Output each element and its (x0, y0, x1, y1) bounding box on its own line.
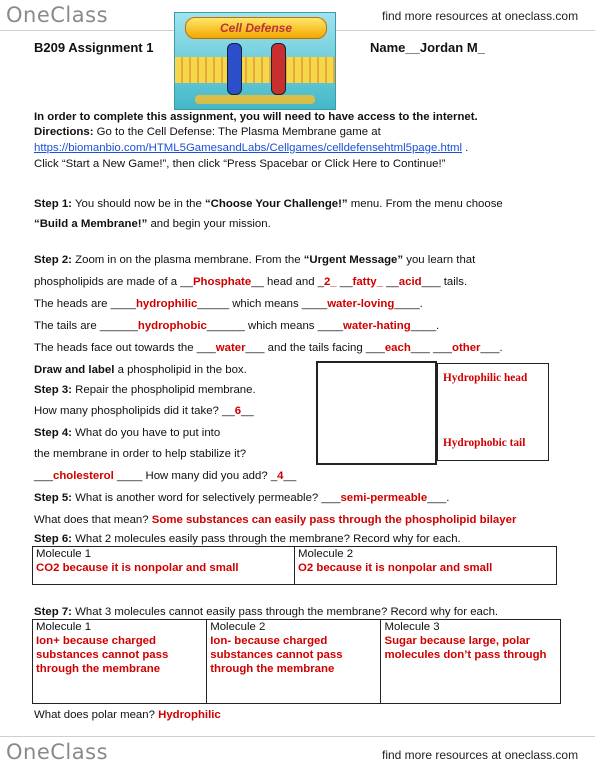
step7-cell-1-line3: through the membrane (36, 663, 161, 675)
step2-l2g: __ (382, 276, 399, 288)
step2-l5a: The heads face out towards the ___ (34, 342, 216, 354)
polar-line (34, 709, 221, 722)
step5-label: Step 5: (34, 492, 72, 504)
step5-text: What is another word for selectively permeable? ___ (71, 492, 341, 504)
find-more-link[interactable]: find more resources at oneclass.com (382, 9, 579, 23)
game-image-title: Cell Defense (185, 17, 327, 39)
step6-line (34, 533, 461, 546)
hydrophilic-head-label: Hydrophilic head (443, 372, 528, 384)
polar-question: What does polar mean? (34, 709, 159, 721)
step2-l3c: _____ which means ____ (197, 298, 328, 310)
step2-line3 (34, 298, 423, 311)
step3-line2 (34, 405, 254, 418)
answer-cholesterol: cholesterol (53, 470, 114, 482)
step7-cell-3 (381, 620, 561, 704)
step6-cell-1-header: Molecule 1 (36, 548, 92, 560)
step7-text: What 3 molecules cannot easily pass through the membrane? Record why for each. (71, 606, 499, 618)
step2-label: Step 2: (34, 254, 72, 266)
step1-option-name: “Build a Membrane!” (34, 218, 148, 230)
step5-line2 (34, 514, 516, 527)
step2-l2a: phospholipids are made of a __ (34, 276, 193, 288)
step6-cell-2-answer: O2 because it is nonpolar and small (298, 562, 493, 574)
game-subtitle-graphic (195, 95, 315, 104)
step7-cell-3-line1: Sugar because large, polar (384, 635, 531, 647)
step2-l4e: ____. (410, 320, 440, 332)
answer-each: each (384, 342, 411, 354)
step3-question: How many phospholipids did it take? __ (34, 405, 235, 417)
answer-other: other (452, 342, 481, 354)
step6-cell-1 (33, 547, 295, 585)
directions-line (34, 126, 381, 139)
membrane-graphic (175, 57, 335, 83)
step1-label: Step 1: (34, 198, 72, 210)
step2-line4 (34, 320, 439, 333)
step6-label: Step 6: (34, 533, 72, 545)
cell-defense-game-image (174, 12, 336, 110)
step2-text-a: Zoom in on the plasma membrane. From the (71, 254, 304, 266)
step1-line2 (34, 218, 271, 231)
answer-two: 2_ (324, 276, 337, 288)
answer-four: 4 (277, 470, 284, 482)
step4-l3c: ____ How many did you add? _ (113, 470, 278, 482)
step2-text-c: you learn that (403, 254, 476, 266)
step1-menu-name: “Choose Your Challenge!” (204, 198, 348, 210)
step7-cell-2-header: Molecule 2 (210, 621, 266, 633)
step6-table (32, 546, 557, 585)
step7-cell-2 (207, 620, 381, 704)
draw-label-line (34, 364, 247, 377)
step1-text-a: You should now be in the (71, 198, 205, 210)
oneclass-logo[interactable]: OneClass (6, 3, 109, 27)
drawing-box[interactable] (316, 361, 437, 465)
step7-cell-1 (33, 620, 207, 704)
step2-l4a: The tails are ______ (34, 320, 138, 332)
answer-water-loving: water-loving (327, 298, 395, 310)
url-line (34, 142, 468, 155)
step7-cell-2-line2: substances cannot pass (210, 649, 343, 661)
step7-table (32, 619, 561, 704)
step5-question: What does that mean? (34, 514, 152, 526)
step2-l5c: ___ and the tails facing ___ (245, 342, 385, 354)
intro-text: In order to complete this assignment, you will need to have access to the internet. (34, 111, 478, 123)
step3-end: __ (241, 405, 254, 417)
answer-six: 6 (234, 405, 242, 417)
step2-l5g: ___. (480, 342, 503, 354)
step3-text: Repair the phospholipid membrane. (71, 384, 256, 396)
step2-line2 (34, 276, 467, 289)
answer-fatty: fatty_ (352, 276, 383, 288)
step2-l2i: ___ tails. (421, 276, 468, 288)
step5-line1 (34, 492, 449, 505)
label-box (437, 363, 549, 461)
step6-text: What 2 molecules easily pass through the membrane? Record why for each. (71, 533, 461, 545)
step2-line5 (34, 342, 503, 355)
step7-cell-3-header: Molecule 3 (384, 621, 440, 633)
answer-hydrophobic: hydrophobic (137, 320, 207, 332)
step7-cell-2-line3: through the membrane (210, 663, 335, 675)
student-name: Name__Jordan M_ (370, 40, 485, 55)
answer-water-hating: water-hating (343, 320, 411, 332)
step1-text-e: and begin your mission. (147, 218, 271, 230)
step3-line1 (34, 384, 256, 397)
step2-l5e: ___ ___ (410, 342, 452, 354)
step7-cell-1-header: Molecule 1 (36, 621, 92, 633)
step6-cell-2 (295, 547, 557, 585)
step2-line1 (34, 254, 475, 267)
step4-label: Step 4: (34, 427, 72, 439)
assignment-title: B209 Assignment 1 (34, 40, 154, 55)
step2-l3a: The heads are ____ (34, 298, 136, 310)
footer-divider (0, 736, 595, 737)
step2-urgent-message: “Urgent Message” (303, 254, 404, 266)
step1-text-c: menu. From the menu choose (347, 198, 503, 210)
oneclass-footer-logo[interactable]: OneClass (6, 740, 109, 764)
hydrophobic-tail-label: Hydrophobic tail (443, 437, 526, 449)
step7-cell-1-line1: Ion+ because charged (36, 635, 156, 647)
protein-red-graphic (271, 43, 286, 95)
answer-phosphate: Phosphate (192, 276, 252, 288)
draw-label-bold: Draw and label (34, 364, 115, 376)
url-suffix: . (462, 142, 469, 154)
step7-label: Step 7: (34, 606, 72, 618)
step4-line3 (34, 470, 296, 483)
step2-l3e: ____. (394, 298, 423, 310)
answer-acid: acid (398, 276, 422, 288)
step4-text: What do you have to put into (71, 427, 221, 439)
step4-line2: the membrane in order to help stabilize it? (34, 448, 247, 460)
answer-semi-permeable: semi-permeable (340, 492, 428, 504)
step2-l4c: ______ which means ____ (206, 320, 343, 332)
step7-cell-3-line2: molecules don’t pass through (384, 649, 547, 661)
answer-hydrophilic: hydrophilic (135, 298, 198, 310)
draw-label-rest: a phospholipid in the box. (114, 364, 247, 376)
step4-l3e: __ (283, 470, 297, 482)
step4-l3a: ___ (34, 470, 54, 482)
step5-end: ___. (427, 492, 450, 504)
click-instructions: Click “Start a New Game!”, then click “Press Spacebar or Click Here to Continue!” (34, 158, 446, 170)
answer-water: water (215, 342, 246, 354)
protein-blue-graphic (227, 43, 242, 95)
step1-line1 (34, 198, 503, 211)
answer-selective-meaning: Some substances can easily pass through the phospholipid bilayer (151, 514, 517, 526)
directions-label: Directions: (34, 126, 94, 138)
step7-cell-2-line1: Ion- because charged (210, 635, 328, 647)
directions-text: Go to the Cell Defense: The Plasma Membrane game at (93, 126, 381, 138)
step3-label: Step 3: (34, 384, 72, 396)
step6-cell-1-answer: CO2 because it is nonpolar and small (36, 562, 239, 574)
find-more-footer-link[interactable]: find more resources at oneclass.com (382, 748, 579, 762)
step7-cell-1-line2: substances cannot pass (36, 649, 169, 661)
step4-line1 (34, 427, 220, 440)
step2-l2e: __ (336, 276, 353, 288)
step6-cell-2-header: Molecule 2 (298, 548, 354, 560)
answer-polar: Hydrophilic (158, 709, 221, 721)
step2-l2c: __ head and _ (251, 276, 325, 288)
step7-line (34, 606, 498, 619)
game-url-link[interactable]: https://biomanbio.com/HTML5GamesandLabs/Cellgames/celldefensehtml5page.html (34, 142, 462, 154)
